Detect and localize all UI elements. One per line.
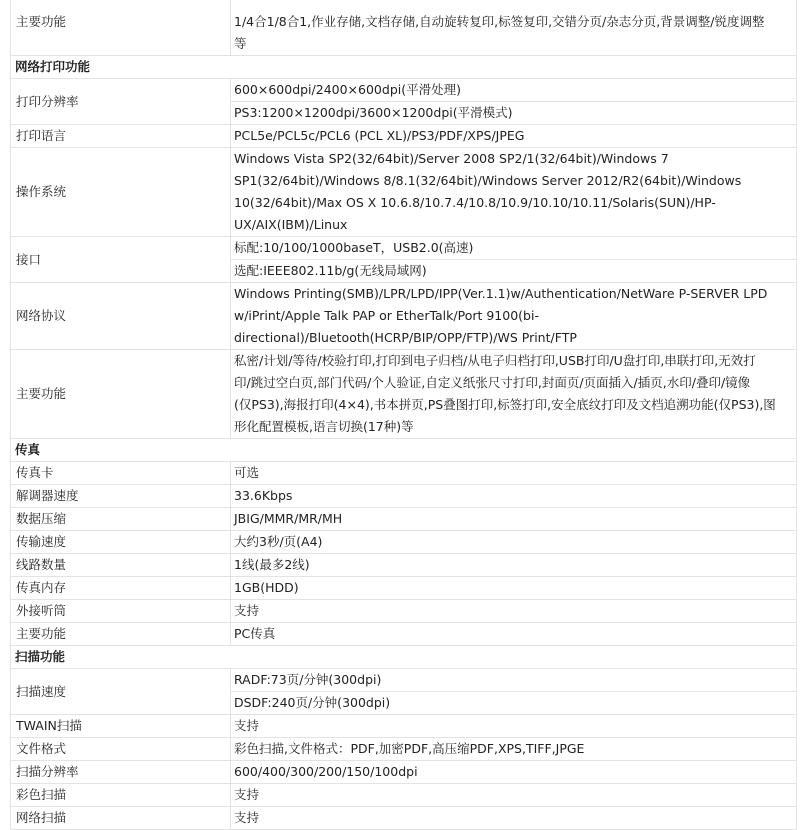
value-line: PC传真 (234, 626, 276, 641)
value-line: Windows Printing(SMB)/LPR/LPD/IPP(Ver.1.1)w/Authentication/NetWare P-SERVER LPD (234, 286, 768, 301)
row-value: PS3:1200×1200dpi/3600×1200dpi(平滑模式) (231, 102, 797, 125)
value-line: Windows Vista SP2(32/64bit)/Server 2008 SP2/1(32/64bit)/Windows 7 (234, 151, 669, 166)
row-label: 操作系统 (11, 148, 231, 237)
row-value: DSDF:240页/分钟(300dpi) (231, 692, 797, 715)
row-value (231, 462, 797, 485)
spec-table-body (11, 0, 797, 830)
row-label: 主要功能 (11, 0, 231, 56)
value-line: 私密/计划/等待/校验打印,打印到电子归档/从电子归档打印,USB打印/U盘打印,串联打印,无效打 (234, 353, 756, 368)
row-label: 彩色扫描 (11, 784, 231, 807)
row-value (231, 600, 797, 623)
table-row (11, 600, 797, 623)
row-value (231, 531, 797, 554)
row-value (231, 0, 797, 56)
row-value (231, 715, 797, 738)
table-row (11, 715, 797, 738)
section-header-row (11, 646, 797, 669)
value-line: SP1(32/64bit)/Windows 8/8.1(32/64bit)/Windows Server 2012/R2(64bit)/Windows (234, 173, 742, 188)
table-row (11, 531, 797, 554)
row-value (231, 738, 797, 761)
row-value (231, 784, 797, 807)
value-line: w/iPrint/Apple Talk PAP or EtherTalk/Port 9100(bi- (234, 308, 539, 323)
value-line: 印/跳过空白页,部门代码/个人验证,自定义纸张尺寸打印,封面页/页面插入/插页,水印/叠印/镜像 (234, 375, 751, 390)
value-line: UX/AIX(IBM)/Linux (234, 217, 348, 232)
row-value (231, 485, 797, 508)
row-value (231, 350, 797, 439)
table-row (11, 623, 797, 646)
row-label: 扫描速度 (11, 669, 231, 715)
value-line: 彩色扫描,文件格式：PDF,加密PDF,高压缩PDF,XPS,TIFF,JPGE (234, 741, 585, 756)
table-row (11, 148, 797, 237)
value-line: 形化配置模板,语言切换(17种)等 (234, 419, 414, 434)
row-value (231, 577, 797, 600)
row-value (231, 125, 797, 148)
table-row (11, 784, 797, 807)
value-line: PCL5e/PCL5c/PCL6 (PCL XL)/PS3/PDF/XPS/JPEG (234, 128, 525, 143)
table-row (11, 669, 797, 692)
table-row (11, 462, 797, 485)
table-row (11, 577, 797, 600)
row-label: 主要功能 (11, 350, 231, 439)
row-label: 文件格式 (11, 738, 231, 761)
row-value: RADF:73页/分钟(300dpi) (231, 669, 797, 692)
table-row (11, 738, 797, 761)
table-row (11, 485, 797, 508)
row-value: 600×600dpi/2400×600dpi(平滑处理) (231, 79, 797, 102)
section-header-row (11, 439, 797, 462)
table-row (11, 125, 797, 148)
row-value (231, 148, 797, 237)
row-value (231, 623, 797, 646)
row-label: 扫描分辨率 (11, 761, 231, 784)
row-value: 标配:10/100/1000baseT，USB2.0(高速) (231, 237, 797, 260)
table-row (11, 0, 797, 56)
value-line: (仅PS3),海报打印(4×4),书本拼页,PS叠图打印,标签打印,安全底纹打印及文档追溯功能(仅PS3),图 (234, 397, 776, 412)
table-row (11, 554, 797, 577)
table-row (11, 283, 797, 350)
row-label: 接口 (11, 237, 231, 283)
value-line: 33.6Kbps (234, 488, 293, 503)
row-label: TWAIN扫描 (11, 715, 231, 738)
value-line: JBIG/MMR/MR/MH (234, 511, 343, 526)
row-value (231, 508, 797, 531)
table-row (11, 508, 797, 531)
value-line: 大约3秒/页(A4) (234, 534, 323, 549)
row-label: 打印分辨率 (11, 79, 231, 125)
row-label: 传真卡 (11, 462, 231, 485)
value-line: 1/4合1/8合1,作业存储,文档存储,自动旋转复印,标签复印,交错分页/杂志分页,背景调整/锐度调整 (234, 14, 765, 29)
row-value (231, 554, 797, 577)
row-label: 外接听筒 (11, 600, 231, 623)
row-label: 打印语言 (11, 125, 231, 148)
row-label: 网络扫描 (11, 807, 231, 830)
value-line (234, 0, 792, 11)
row-value (231, 807, 797, 830)
section-title: 传真 (11, 439, 797, 462)
table-row (11, 237, 797, 260)
table-row (11, 807, 797, 830)
section-header-row (11, 56, 797, 79)
row-label: 解调器速度 (11, 485, 231, 508)
value-line: 支持 (234, 603, 260, 618)
row-value (231, 283, 797, 350)
section-title: 网络打印功能 (11, 56, 797, 79)
value-line: 1GB(HDD) (234, 580, 299, 595)
value-line: directional)/Bluetooth(HCRP/BIP/OPP/FTP)/WS Print/FTP (234, 330, 577, 345)
value-line: 600/400/300/200/150/100dpi (234, 764, 418, 779)
value-line: 等 (234, 36, 247, 51)
row-label: 传真内存 (11, 577, 231, 600)
row-label: 主要功能 (11, 623, 231, 646)
spec-table (10, 0, 797, 830)
table-row (11, 761, 797, 784)
value-line: 可选 (234, 465, 260, 480)
row-label: 网络协议 (11, 283, 231, 350)
table-row (11, 350, 797, 439)
section-title: 扫描功能 (11, 646, 797, 669)
table-row (11, 79, 797, 102)
spec-sheet (10, 0, 796, 830)
row-value: 选配:IEEE802.11b/g(无线局域网) (231, 260, 797, 283)
row-label: 数据压缩 (11, 508, 231, 531)
value-line: 支持 (234, 718, 260, 733)
row-value (231, 761, 797, 784)
value-line: 支持 (234, 810, 260, 825)
row-label: 线路数量 (11, 554, 231, 577)
value-line: 10(32/64bit)/Max OS X 10.6.8/10.7.4/10.8/10.9/10.10/10.11/Solaris(SUN)/HP- (234, 195, 716, 210)
value-line: 支持 (234, 787, 260, 802)
row-label: 传输速度 (11, 531, 231, 554)
value-line: 1线(最多2线) (234, 557, 310, 572)
